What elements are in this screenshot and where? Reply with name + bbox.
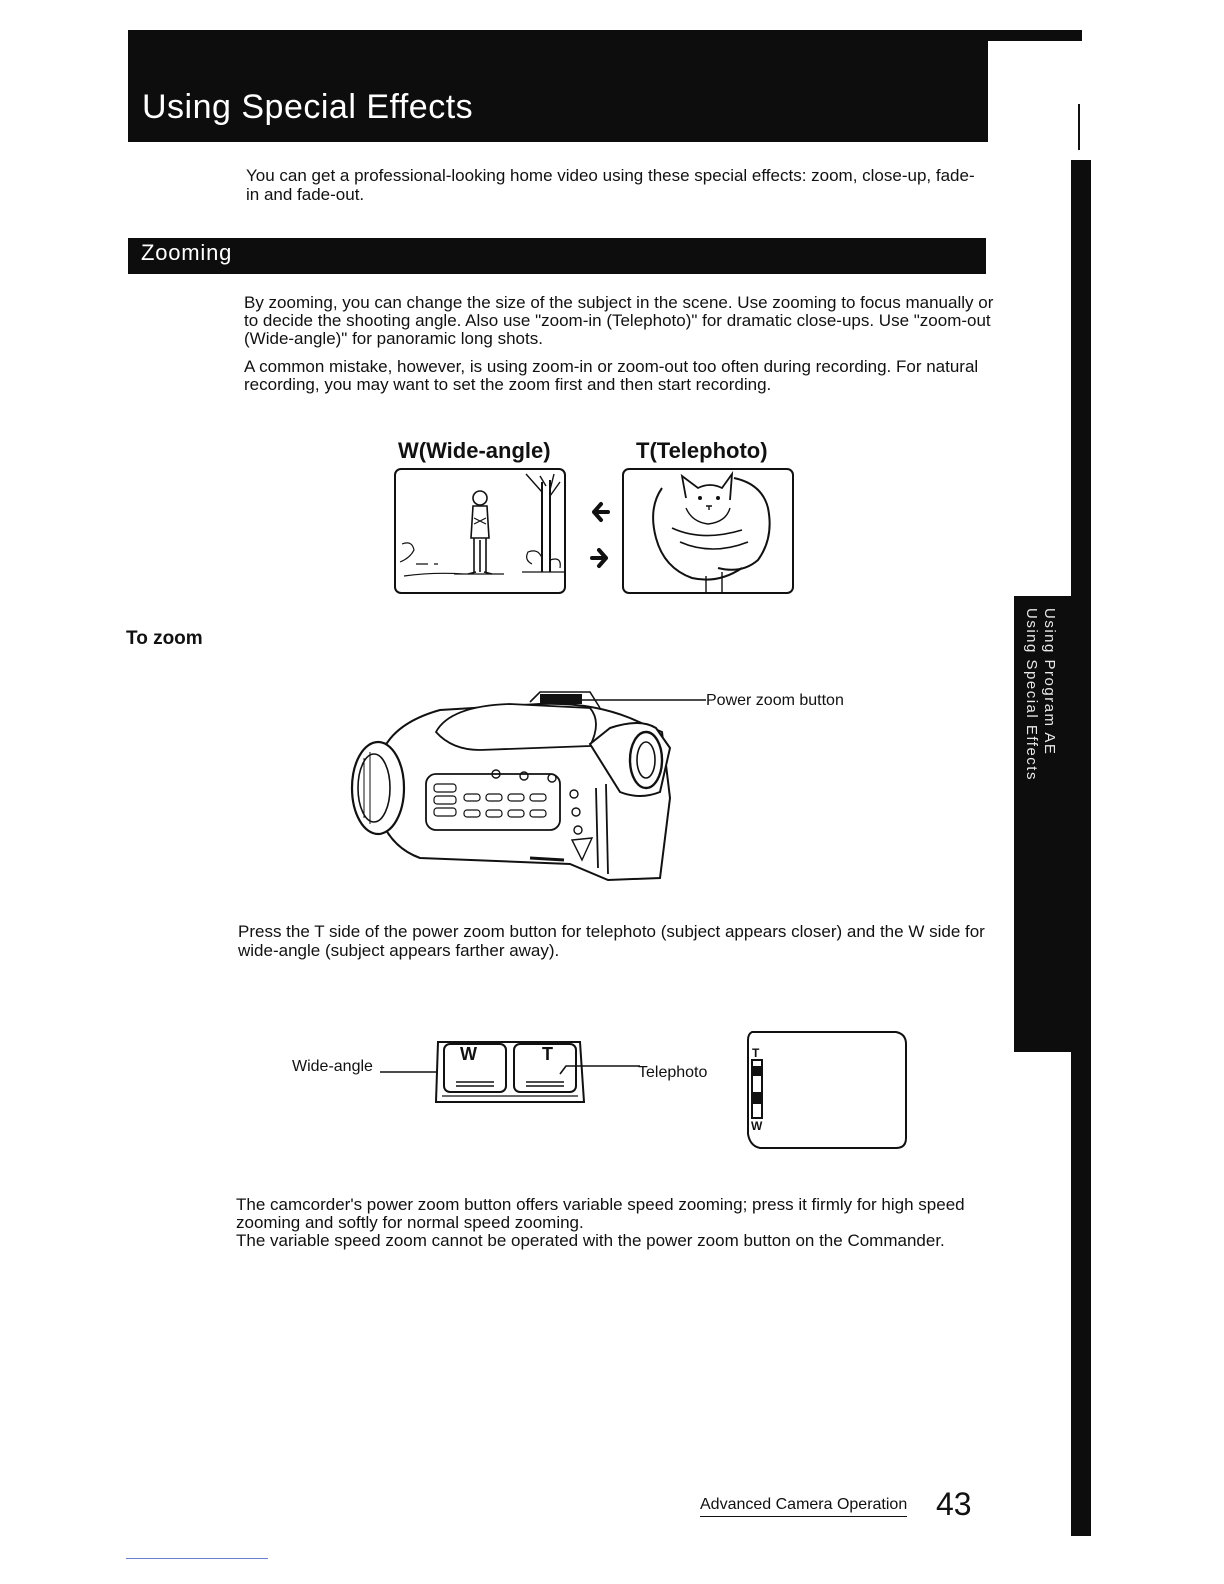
telephoto-label: T(Telephoto) — [636, 438, 768, 463]
section-title: Zooming — [141, 240, 233, 265]
viewfinder-w-marker: W — [751, 1119, 763, 1133]
section-bar — [128, 238, 986, 274]
viewfinder-zoom-indicator — [746, 1030, 908, 1152]
footer-section-label: Advanced Camera Operation — [700, 1496, 907, 1517]
zooming-paragraph-2: A common mistake, however, is using zoom-in or zoom-out too often during recording. For natural recording, you may want to set the zoom first and then start recording. — [244, 357, 979, 394]
side-tab-line-2: Using Special Effects — [1023, 608, 1040, 781]
footer-rule — [126, 1558, 268, 1559]
page-title: Using Special Effects — [142, 88, 474, 126]
zoom-note-2: The variable speed zoom cannot be operated with the power zoom button on the Commander. — [236, 1231, 945, 1250]
telephoto-button-label: Telephoto — [638, 1064, 708, 1081]
zoom-instruction: Press the T side of the power zoom button for telephoto (subject appears closer) and the W side for wide-angle (subject appears farther away). — [238, 922, 985, 960]
intro-text: You can get a professional-looking home video using these special effects: zoom, close-up, fade-in and fade-out. — [246, 166, 975, 204]
zoom-note-1: The camcorder's power zoom button offers variable speed zooming; press it firmly for high speed zooming and softly for normal speed zooming. — [236, 1195, 965, 1232]
wide-angle-label: W(Wide-angle) — [398, 438, 551, 463]
telephoto-scene-illustration — [622, 468, 796, 596]
zoom-key-t: T — [542, 1044, 553, 1064]
margin-rule — [1078, 104, 1080, 150]
side-tab-text — [1022, 608, 1058, 781]
side-tab-line-1: Using Program AE — [1041, 608, 1058, 756]
zoom-key-w: W — [460, 1044, 477, 1064]
zoom-note — [236, 1196, 996, 1250]
page-number: 43 — [936, 1486, 972, 1522]
wide-angle-scene-illustration — [394, 468, 568, 596]
power-zoom-callout: Power zoom button — [706, 692, 844, 709]
zoom-direction-arrows — [586, 500, 614, 576]
zooming-paragraph-1: By zooming, you can change the size of the subject in the scene. Use zooming to focus manually or to decide the shooting angle. Also use "zoom-in (Telephoto)" for dramatic close-ups. Use "zoom-out (Wide-angle)" for panoramic long shots. — [244, 293, 994, 348]
header-rule — [988, 30, 1082, 41]
to-zoom-heading: To zoom — [126, 628, 203, 649]
viewfinder-t-marker: T — [752, 1046, 760, 1060]
camcorder-illustration — [340, 688, 710, 886]
side-tab — [1014, 596, 1078, 1052]
telephoto-leader-line — [560, 1064, 640, 1078]
wide-angle-button-label: Wide-angle — [292, 1058, 373, 1075]
